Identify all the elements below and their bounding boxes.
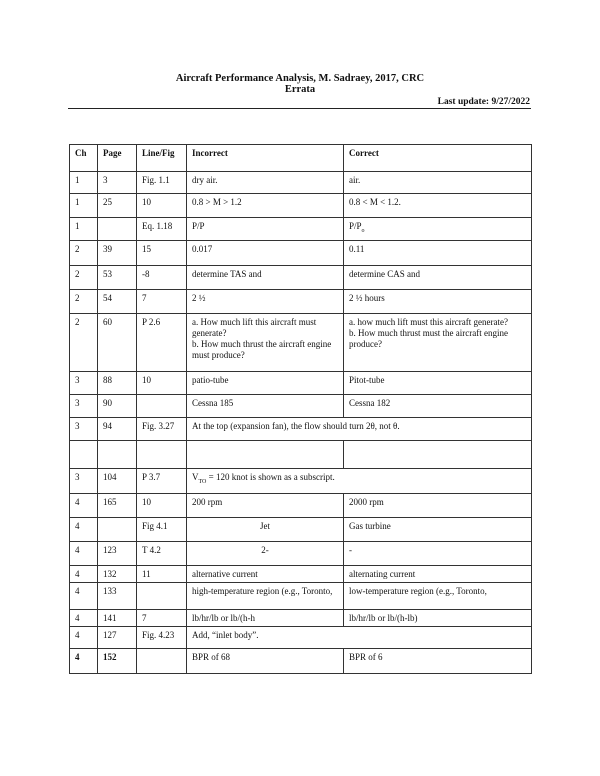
cell-linefig bbox=[137, 395, 187, 418]
cell-linefig: 7 bbox=[137, 610, 187, 627]
header-correct: Correct bbox=[344, 145, 532, 172]
cell-incorrect: high-temperature region (e.g., Toronto, bbox=[187, 583, 344, 610]
correct-line-a: a. how much lift must this aircraft generate? bbox=[349, 317, 508, 327]
cell-linefig: 7 bbox=[137, 290, 187, 314]
cell-page: 127 bbox=[98, 627, 137, 649]
cell-correct: lb/hr/lb or lb/(h-lb) bbox=[344, 610, 532, 627]
note-subscript: TO bbox=[198, 478, 207, 485]
cell-linefig: 10 bbox=[137, 194, 187, 218]
cell-incorrect: alternative current bbox=[187, 566, 344, 583]
cell-linefig: Fig. 1.1 bbox=[137, 172, 187, 194]
cell-correct bbox=[344, 218, 532, 241]
table-row bbox=[70, 314, 532, 372]
cell-linefig: Fig 4.1 bbox=[137, 518, 187, 542]
cell-ch: 3 bbox=[70, 418, 98, 441]
document-title: Aircraft Performance Analysis, M. Sadraey, 2017, CRC bbox=[175, 73, 425, 84]
cell-ch: 1 bbox=[70, 194, 98, 218]
table-row bbox=[70, 372, 532, 395]
cell-ch: 4 bbox=[70, 627, 98, 649]
cell-linefig bbox=[137, 649, 187, 674]
correct-subscript: o bbox=[361, 227, 365, 234]
cell-linefig: Eq. 1.18 bbox=[137, 218, 187, 241]
cell-correct: BPR of 6 bbox=[344, 649, 532, 674]
cell-incorrect: Cessna 185 bbox=[187, 395, 344, 418]
cell-incorrect bbox=[187, 314, 344, 372]
table-row bbox=[70, 542, 532, 566]
cell-ch: 3 bbox=[70, 395, 98, 418]
cell-correct: Gas turbine bbox=[344, 518, 532, 542]
cell-correct: - bbox=[344, 542, 532, 566]
table-row-empty bbox=[70, 441, 532, 469]
cell-ch: 4 bbox=[70, 494, 98, 518]
table-row bbox=[70, 494, 532, 518]
header-linefig: Line/Fig bbox=[137, 145, 187, 172]
cell-ch: 4 bbox=[70, 518, 98, 542]
cell-ch: 2 bbox=[70, 314, 98, 372]
cell-page: 53 bbox=[98, 266, 137, 290]
cell-page bbox=[98, 518, 137, 542]
cell-page: 141 bbox=[98, 610, 137, 627]
cell-page: 25 bbox=[98, 194, 137, 218]
cell-ch: 1 bbox=[70, 218, 98, 241]
cell-incorrect: BPR of 68 bbox=[187, 649, 344, 674]
cell-merged-note: Add, “inlet body”. bbox=[187, 627, 532, 649]
cell-correct: Pitot-tube bbox=[344, 372, 532, 395]
cell-linefig bbox=[137, 583, 187, 610]
table-row bbox=[70, 566, 532, 583]
cell-incorrect: 200 rpm bbox=[187, 494, 344, 518]
cell-linefig: Fig. 3.27 bbox=[137, 418, 187, 441]
cell-correct: 2000 rpm bbox=[344, 494, 532, 518]
cell-incorrect: lb/hr/lb or lb/(h-h bbox=[187, 610, 344, 627]
cell-incorrect: 2 ½ bbox=[187, 290, 344, 314]
correct-line-b: b. How much thrust must the aircraft engine produce? bbox=[349, 328, 508, 349]
cell-ch: 1 bbox=[70, 172, 98, 194]
cell-ch: 3 bbox=[70, 372, 98, 395]
cell-correct: low-temperature region (e.g., Toronto, bbox=[344, 583, 532, 610]
note-main: V bbox=[192, 472, 199, 482]
cell-page: 152 bbox=[98, 649, 137, 674]
cell-correct: determine CAS and bbox=[344, 266, 532, 290]
cell-page bbox=[98, 441, 137, 469]
table-row bbox=[70, 241, 532, 266]
header-incorrect: Incorrect bbox=[187, 145, 344, 172]
cell-correct: air. bbox=[344, 172, 532, 194]
cell-ch: 4 bbox=[70, 610, 98, 627]
cell-correct bbox=[344, 441, 532, 469]
table-row bbox=[70, 469, 532, 494]
cell-ch: 3 bbox=[70, 469, 98, 494]
table-row bbox=[70, 266, 532, 290]
cell-linefig: Fig. 4.23 bbox=[137, 627, 187, 649]
cell-incorrect: P/P bbox=[187, 218, 344, 241]
cell-page: 123 bbox=[98, 542, 137, 566]
cell-correct: alternating current bbox=[344, 566, 532, 583]
header-divider bbox=[68, 108, 531, 109]
table-row bbox=[70, 610, 532, 627]
header-ch: Ch bbox=[70, 145, 98, 172]
cell-ch bbox=[70, 441, 98, 469]
cell-incorrect: determine TAS and bbox=[187, 266, 344, 290]
cell-ch: 2 bbox=[70, 290, 98, 314]
cell-merged-note: At the top (expansion fan), the flow should turn 2θ, not θ. bbox=[187, 418, 532, 441]
table-row bbox=[70, 218, 532, 241]
errata-table bbox=[69, 144, 532, 674]
table-row bbox=[70, 194, 532, 218]
cell-page: 39 bbox=[98, 241, 137, 266]
cell-page: 94 bbox=[98, 418, 137, 441]
cell-page: 165 bbox=[98, 494, 137, 518]
table-header-row bbox=[70, 145, 532, 172]
cell-page: 104 bbox=[98, 469, 137, 494]
cell-correct: 2 ½ hours bbox=[344, 290, 532, 314]
cell-correct: 0.8 < M < 1.2. bbox=[344, 194, 532, 218]
cell-linefig: 10 bbox=[137, 372, 187, 395]
cell-linefig: 11 bbox=[137, 566, 187, 583]
incorrect-line-b: b. How much thrust the aircraft engine must produce? bbox=[192, 339, 332, 360]
cell-ch: 4 bbox=[70, 566, 98, 583]
table-row bbox=[70, 172, 532, 194]
table-row bbox=[70, 649, 532, 674]
cell-linefig: -8 bbox=[137, 266, 187, 290]
cell-linefig: T 4.2 bbox=[137, 542, 187, 566]
cell-incorrect: 2- bbox=[187, 542, 344, 566]
cell-ch: 2 bbox=[70, 241, 98, 266]
cell-page: 3 bbox=[98, 172, 137, 194]
cell-incorrect: Jet bbox=[187, 518, 344, 542]
cell-ch: 4 bbox=[70, 583, 98, 610]
cell-incorrect: 0.8 > M > 1.2 bbox=[187, 194, 344, 218]
table-row bbox=[70, 627, 532, 649]
cell-correct: 0.11 bbox=[344, 241, 532, 266]
cell-linefig: 15 bbox=[137, 241, 187, 266]
cell-correct bbox=[344, 314, 532, 372]
cell-page bbox=[98, 218, 137, 241]
note-rest: = 120 knot is shown as a subscript. bbox=[206, 472, 335, 482]
cell-linefig: P 3.7 bbox=[137, 469, 187, 494]
cell-incorrect bbox=[187, 441, 344, 469]
table-row bbox=[70, 290, 532, 314]
table-row bbox=[70, 418, 532, 441]
table-row bbox=[70, 395, 532, 418]
document-subtitle: Errata bbox=[284, 84, 316, 95]
cell-page: 133 bbox=[98, 583, 137, 610]
cell-incorrect: dry air. bbox=[187, 172, 344, 194]
header-page: Page bbox=[98, 145, 137, 172]
cell-linefig bbox=[137, 441, 187, 469]
table-row bbox=[70, 583, 532, 610]
correct-main: P/P bbox=[349, 221, 362, 231]
cell-ch: 4 bbox=[70, 542, 98, 566]
cell-page: 54 bbox=[98, 290, 137, 314]
cell-linefig: P 2.6 bbox=[137, 314, 187, 372]
cell-incorrect: 0.017 bbox=[187, 241, 344, 266]
cell-page: 88 bbox=[98, 372, 137, 395]
cell-page: 60 bbox=[98, 314, 137, 372]
cell-merged-note bbox=[187, 469, 532, 494]
cell-ch: 4 bbox=[70, 649, 98, 674]
cell-linefig: 10 bbox=[137, 494, 187, 518]
cell-ch: 2 bbox=[70, 266, 98, 290]
incorrect-line-a: a. How much lift this aircraft must generate? bbox=[192, 317, 317, 338]
cell-page: 132 bbox=[98, 566, 137, 583]
cell-correct: Cessna 182 bbox=[344, 395, 532, 418]
cell-incorrect: patio-tube bbox=[187, 372, 344, 395]
cell-page: 90 bbox=[98, 395, 137, 418]
last-update-date: Last update: 9/27/2022 bbox=[437, 97, 530, 107]
table-row bbox=[70, 518, 532, 542]
